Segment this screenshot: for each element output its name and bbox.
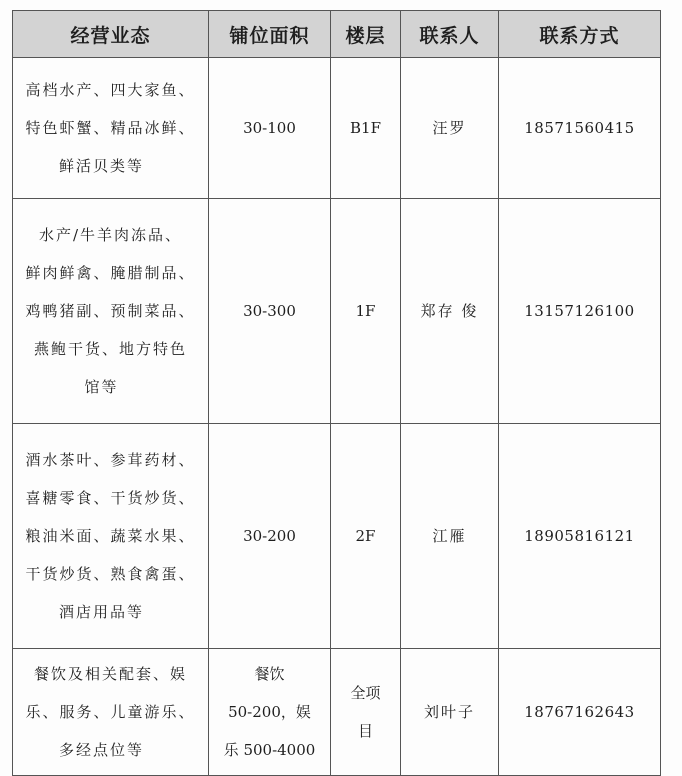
floor-cell [331, 199, 401, 424]
floor-cell [331, 649, 401, 776]
floor-line: 目 [357, 722, 373, 740]
area-line: 30-100 [243, 119, 296, 137]
business-type-line: 干货炒货、熟食禽蛋、 [25, 565, 196, 583]
business-type-line: 鸡鸭猪副、预制菜品、 [25, 302, 196, 320]
business-type-line: 燕鲍干货、地方特色 [33, 340, 187, 358]
contact-cell: 刘叶子 [401, 649, 499, 776]
area-line: 餐饮 [254, 665, 285, 683]
table-row [13, 58, 661, 199]
business-type-line: 鲜活贝类等 [58, 157, 144, 175]
business-type-line: 多经点位等 [58, 741, 144, 759]
area-line: 50-200，娱 [228, 703, 311, 721]
area-line: 乐 500-4000 [223, 741, 316, 759]
table-row [13, 649, 661, 776]
business-type-line: 乐、服务、儿童游乐、 [25, 703, 196, 721]
business-type-line: 特色虾蟹、精品冰鲜、 [25, 119, 196, 137]
header-area: 铺位面积 [209, 11, 331, 58]
header-floor: 楼层 [331, 11, 401, 58]
floor-line: 全项 [350, 684, 381, 702]
business-type-line: 水产/牛羊肉冻品、 [38, 226, 183, 244]
table-row [13, 424, 661, 649]
business-type-cell [13, 649, 209, 776]
business-type-cell [13, 58, 209, 199]
floor-line: 1F [355, 302, 376, 320]
area-line: 30-200 [243, 527, 296, 545]
contact-cell: 郑存 俊 [401, 199, 499, 424]
business-type-line: 鲜肉鲜禽、腌腊制品、 [25, 264, 196, 282]
business-type-line: 馆等 [84, 378, 119, 396]
area-cell [209, 58, 331, 199]
business-type-line: 酒水茶叶、参茸药材、 [25, 451, 196, 469]
table-row [13, 199, 661, 424]
business-type-cell [13, 424, 209, 649]
floor-cell [331, 424, 401, 649]
contact-cell: 汪罗 [401, 58, 499, 199]
business-type-line: 餐饮及相关配套、娱 [33, 665, 187, 683]
business-type-line: 酒店用品等 [58, 603, 144, 621]
business-type-line: 喜糖零食、干货炒货、 [25, 489, 196, 507]
phone-cell: 18905816121 [499, 424, 661, 649]
contact-cell: 江雁 [401, 424, 499, 649]
header-business-type: 经营业态 [13, 11, 209, 58]
floor-line: 2F [355, 527, 376, 545]
area-cell [209, 649, 331, 776]
phone-cell: 13157126100 [499, 199, 661, 424]
area-cell [209, 199, 331, 424]
floor-line: B1F [350, 119, 381, 137]
phone-cell: 18571560415 [499, 58, 661, 199]
header-contact: 联系人 [401, 11, 499, 58]
business-type-line: 粮油米面、蔬菜水果、 [25, 527, 196, 545]
floor-cell [331, 58, 401, 199]
phone-cell: 18767162643 [499, 649, 661, 776]
business-type-cell [13, 199, 209, 424]
leasing-table [12, 10, 661, 776]
area-cell [209, 424, 331, 649]
business-type-line: 高档水产、四大家鱼、 [25, 81, 196, 99]
header-phone: 联系方式 [499, 11, 661, 58]
area-line: 30-300 [243, 302, 296, 320]
table-header-row [13, 11, 661, 58]
